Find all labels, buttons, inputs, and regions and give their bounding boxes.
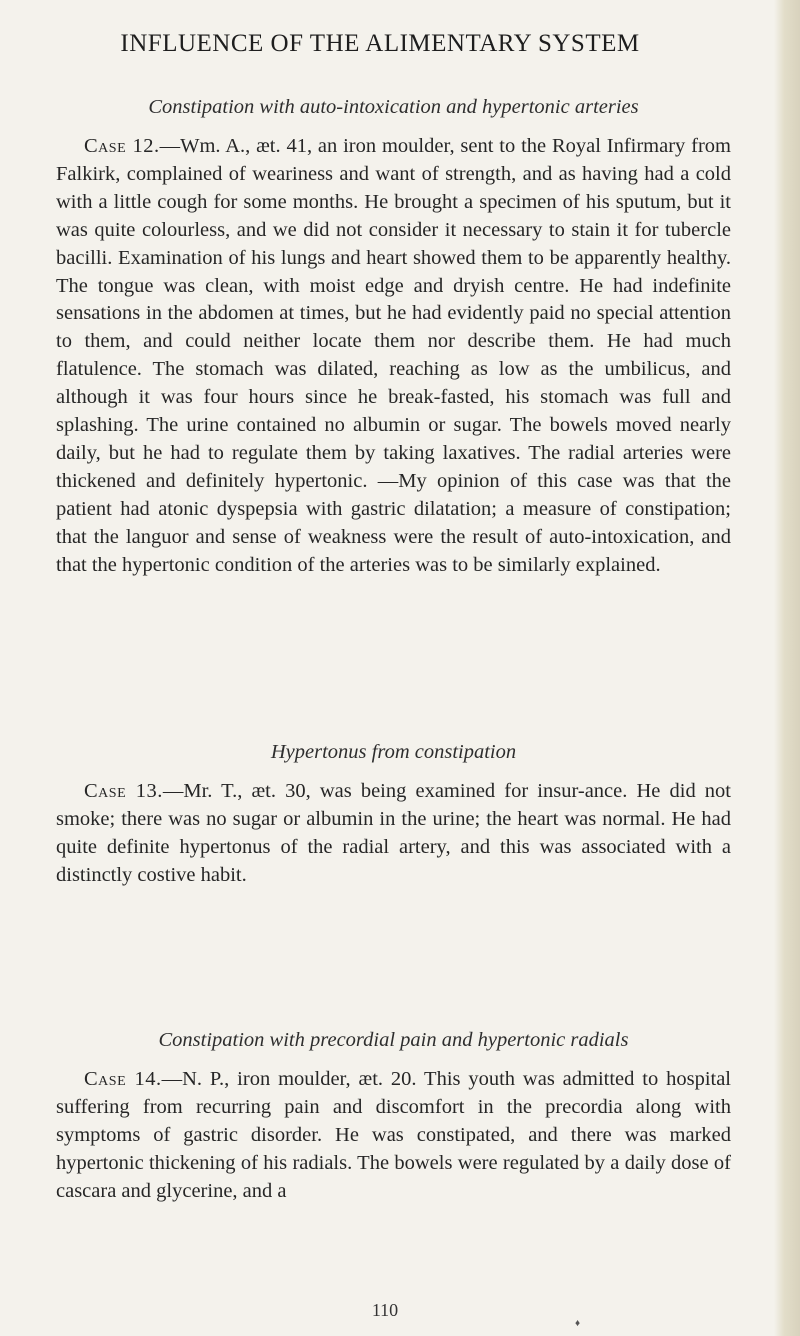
page-number: 110 — [371, 1300, 399, 1320]
case-text: —N. P., iron moulder, æt. 20. This youth was admitted to hospital suffering from recurring pain and discomfort in the precordia along with symptoms of gastric disorder. He was constipated, and there was marked hypertonic thickening of his radials. The bowels were regulated by a daily dose of cascara and glycerine, and a — [56, 1068, 732, 1202]
case-paragraph — [56, 1066, 731, 1206]
case-paragraph — [56, 778, 731, 890]
case-label: Case 13. — [84, 780, 163, 802]
section-title: Constipation with auto-intoxication and hypertonic arteries — [148, 96, 639, 118]
section-case-14 — [56, 1029, 731, 1206]
case-text: —Mr. T., æt. 30, was being examined for insur-ance. He did not smoke; there was no sugar or albumin in the urine; the heart was normal. He had quite definite hypertonus of the radial artery, and this was associated with a distinctly costive habit. — [56, 780, 731, 886]
case-label: Case 14. — [84, 1068, 162, 1090]
section-title: Hypertonus from constipation — [270, 741, 517, 763]
section-case-12 — [56, 96, 731, 580]
printer-mark: ♦ — [575, 1318, 581, 1329]
case-label: Case 12. — [84, 135, 160, 157]
case-text: —Wm. A., æt. 41, an iron moulder, sent to the Royal Infirmary from Falkirk, complained of weariness and want of strength, and as having had a cold with a little cough for some months. He brought a specimen of his sputum, but it was quite colourless, and we did not consider it necessary to stain it for tubercle bacilli. Examination of his lungs and heart showed them to be apparently healthy. The tongue was clean, with moist edge and dryish centre. He had indefinite sensations in the abdomen at times, but he had evidently paid no special attention to them, and could neither locate them nor describe them. He had much flatulence. The stomach was dilated, reaching as low as the umbilicus, and although it was four hours since he break-fasted, his stomach was full and splashing. The urine contained no albumin or sugar. The bowels moved nearly daily, but he had to regulate them by taking laxatives. The radial arteries were thickened and definitely hypertonic. —My opinion of this case was that the patient had atonic dyspepsia with gastric dilatation; a measure of constipation; that the languor and sense of weakness were the result of auto-intoxication, and that the hypertonic condition of the arteries was to be similarly explained. — [56, 135, 731, 576]
running-head: INFLUENCE OF THE ALIMENTARY SYSTEM — [120, 30, 640, 57]
section-title: Constipation with precordial pain and hypertonic radials — [158, 1029, 629, 1051]
case-paragraph — [56, 133, 731, 580]
section-case-13 — [56, 741, 731, 890]
